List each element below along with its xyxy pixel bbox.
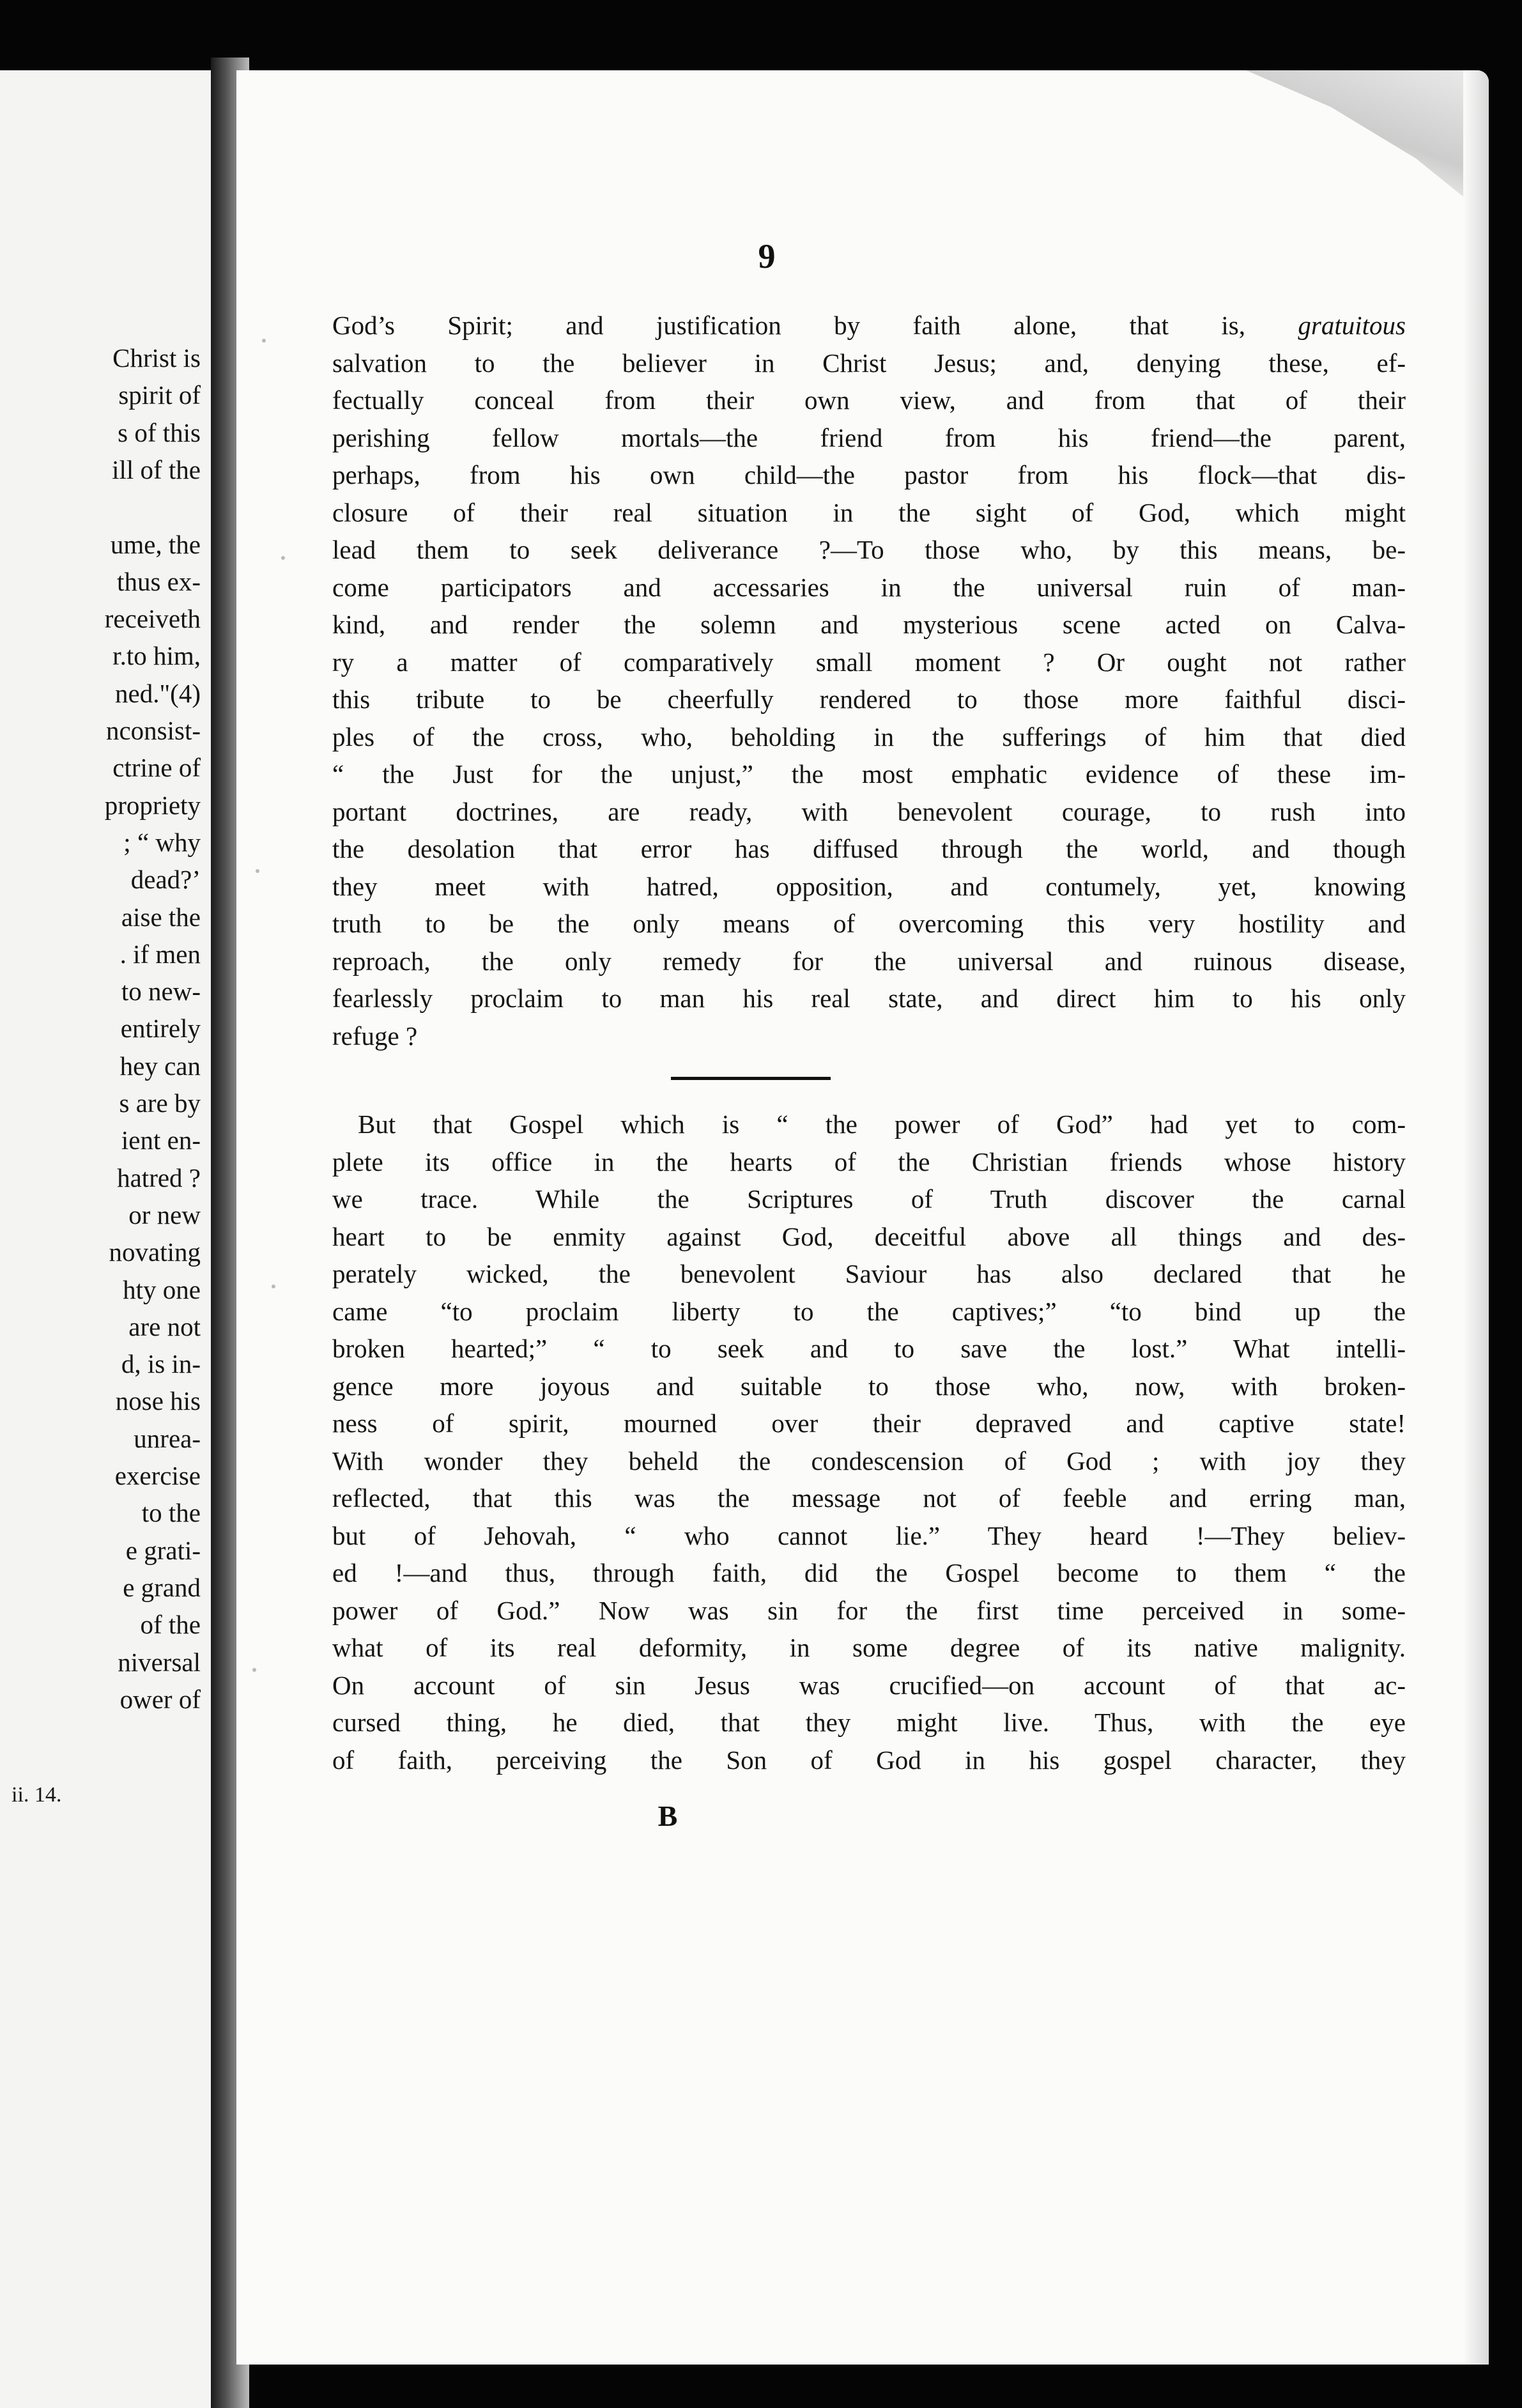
left-page-line: aise the xyxy=(121,902,201,932)
left-page-line: thus ex- xyxy=(117,566,201,596)
left-page-line: s of this xyxy=(118,417,201,447)
left-page-line: e grand xyxy=(123,1572,201,1602)
text-line: ry a matter of comparatively small moment ? Or ought not rather xyxy=(332,647,1406,677)
left-page-line: dead?’ xyxy=(130,865,201,895)
left-page-line: ower of xyxy=(119,1684,201,1714)
left-page-line: ned."(4) xyxy=(115,678,201,708)
text-line: ness of spirit, mourned over their depraved and captive state! xyxy=(332,1409,1406,1438)
text-line: salvation to the believer in Christ Jesus; and, denying these, ef- xyxy=(332,348,1406,378)
text-line: But that Gospel which is “ the power of God” had yet to com- xyxy=(358,1109,1406,1139)
left-page-line: r.to him, xyxy=(112,641,201,671)
text-line: cursed thing, he died, that they might live. Thus, with the eye xyxy=(332,1708,1406,1737)
text-line: came “to proclaim liberty to the captives;” “to bind up the xyxy=(332,1296,1406,1326)
left-page-line: s are by xyxy=(119,1088,201,1118)
text-line: come participators and accessaries in the universal ruin of man- xyxy=(332,572,1406,602)
text-line: fectually conceal from their own view, and from that of their xyxy=(332,385,1406,415)
text-line: On account of sin Jesus was crucified—on account of that ac- xyxy=(332,1670,1406,1700)
page-number: 9 xyxy=(758,237,776,275)
text-line: of faith, perceiving the Son of God in his gospel character, they xyxy=(332,1745,1406,1775)
left-page-line: Christ is xyxy=(112,343,201,373)
left-page-line: novating xyxy=(109,1237,201,1267)
italic-emphasis: gratuitous xyxy=(1298,311,1406,340)
page-curl-corner xyxy=(1246,70,1489,217)
text-line: heart to be enmity against God, deceitful above all things and des- xyxy=(332,1221,1406,1251)
text-line: we trace. While the Scriptures of Truth discover the carnal xyxy=(332,1184,1406,1214)
left-page-line: ; “ why xyxy=(123,827,201,857)
left-page-line: nconsist- xyxy=(105,716,201,745)
text-line: gence more joyous and suitable to those who, now, with broken- xyxy=(332,1371,1406,1401)
speckle-mark xyxy=(272,1285,275,1288)
text-line: ples of the cross, who, beholding in the sufferings of him that died xyxy=(332,722,1406,752)
left-page-line: unrea- xyxy=(134,1423,201,1453)
left-page-line: are not xyxy=(128,1311,201,1341)
text-line: the desolation that error has diffused through the world, and though xyxy=(332,834,1406,863)
left-page-line: hatred ? xyxy=(117,1162,201,1192)
text-line: power of God.” Now was sin for the first time perceived in some- xyxy=(332,1595,1406,1625)
text-line: what of its real deformity, in some degree of its native malignity. xyxy=(332,1633,1406,1662)
text-line: ed !—and thus, through faith, did the Gospel become to them “ the xyxy=(332,1558,1406,1587)
left-facing-page xyxy=(0,70,211,2408)
text-line: God’s Spirit; and justification by faith alone, that is, gratuitous xyxy=(332,311,1406,340)
left-page-line: e grati- xyxy=(125,1535,201,1565)
text-line: refuge ? xyxy=(332,1021,418,1051)
speckle-mark xyxy=(252,1668,256,1672)
left-page-line: to new- xyxy=(121,976,201,1007)
left-page-line: ume, the xyxy=(110,529,201,559)
left-page-line: of the xyxy=(140,1610,201,1640)
left-page-line: ient en- xyxy=(121,1125,201,1155)
text-line: portant doctrines, are ready, with benevolent courage, to rush into xyxy=(332,796,1406,826)
text-line: broken hearted;” “ to seek and to save the lost.” What intelli- xyxy=(332,1334,1406,1363)
left-page-line: to the xyxy=(141,1498,201,1528)
text-line: reproach, the only remedy for the universal and ruinous disease, xyxy=(332,946,1406,976)
text-line: plete its office in the hearts of the Christian friends whose history xyxy=(332,1146,1406,1177)
left-page-line: nose his xyxy=(115,1386,201,1416)
text-line: closure of their real situation in the sight of God, which might xyxy=(332,497,1406,527)
left-page-line: ill of the xyxy=(112,454,201,484)
left-page-line: spirit of xyxy=(118,380,201,410)
text-line: this tribute to be cheerfully rendered to those more faithful disci- xyxy=(332,684,1406,714)
text-line: perishing fellow mortals—the friend from his friend—the parent, xyxy=(332,422,1406,452)
left-page-line: ctrine of xyxy=(112,753,201,783)
speckle-mark xyxy=(262,339,266,343)
text-line: “ the Just for the unjust,” the most emphatic evidence of these im- xyxy=(332,759,1406,789)
paragraph-2 xyxy=(332,1106,1406,1779)
left-page-line: or new xyxy=(128,1200,201,1230)
text-line: perhaps, from his own child—the pastor from his flock—that dis- xyxy=(332,460,1406,490)
section-divider xyxy=(671,1077,831,1080)
speckle-mark xyxy=(256,869,259,873)
left-page-line: hty one xyxy=(123,1274,201,1304)
text-line: they meet with hatred, opposition, and contumely, yet, knowing xyxy=(332,871,1406,901)
left-page-line: niversal xyxy=(118,1647,201,1677)
text-line: perately wicked, the benevolent Saviour has also declared that he xyxy=(332,1259,1406,1288)
left-page-line: receiveth xyxy=(104,604,201,634)
left-page-line: entirely xyxy=(120,1014,201,1044)
text-line: fearlessly proclaim to man his real state, and direct him to his only xyxy=(332,984,1406,1013)
main-page xyxy=(236,70,1489,2365)
text-line: but of Jehovah, “ who cannot lie.” They heard !—They believ- xyxy=(332,1520,1406,1550)
paragraph-1 xyxy=(332,307,1406,1054)
left-page-line: hey can xyxy=(119,1051,201,1081)
text-line: lead them to seek deliverance ?—To those who, by this means, be- xyxy=(332,535,1406,564)
left-page-footnote: ii. 14. xyxy=(12,1783,62,1807)
text-line: truth to be the only means of overcoming this very hostility and xyxy=(332,909,1406,938)
signature-mark: B xyxy=(657,1800,678,1832)
left-page-line: . if men xyxy=(119,939,201,969)
left-page-line: propriety xyxy=(104,790,201,820)
text-line: reflected, that this was the message not of feeble and erring man, xyxy=(332,1483,1406,1513)
text-line: kind, and render the solemn and mysterious scene acted on Calva- xyxy=(332,610,1406,639)
left-page-line: exercise xyxy=(114,1461,201,1490)
text-line: With wonder they beheld the condescension of God ; with joy they xyxy=(332,1446,1406,1476)
page-edge-shadow xyxy=(1463,70,1489,2365)
left-page-line: d, is in- xyxy=(121,1349,201,1379)
speckle-mark xyxy=(281,556,285,560)
